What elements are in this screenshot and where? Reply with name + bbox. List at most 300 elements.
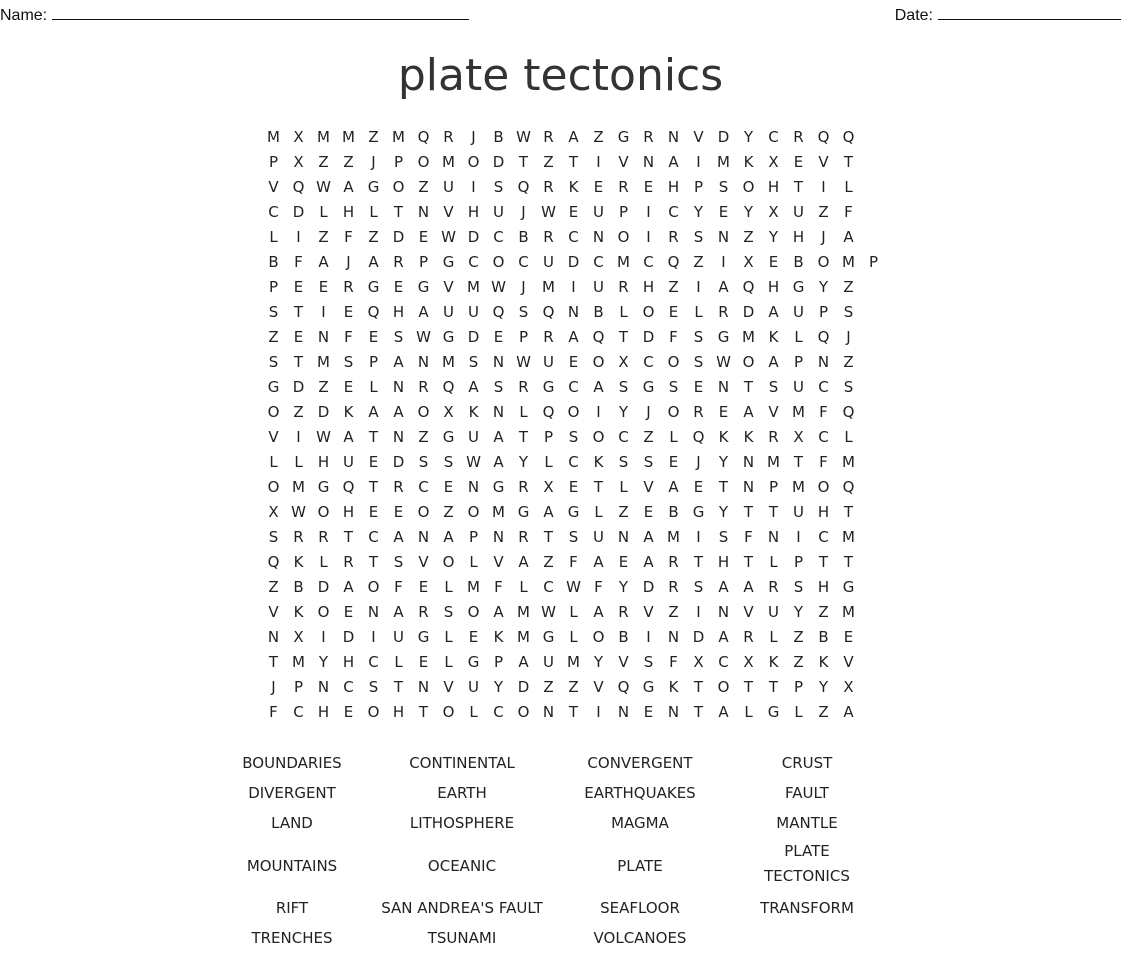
grid-letter[interactable]: C: [668, 203, 679, 221]
grid-letter[interactable]: L: [269, 453, 278, 471]
grid-letter[interactable]: A: [568, 128, 579, 146]
grid-letter[interactable]: M: [842, 603, 855, 621]
grid-letter[interactable]: L: [469, 703, 478, 721]
grid-letter[interactable]: R: [543, 328, 554, 346]
grid-letter[interactable]: R: [768, 578, 779, 596]
grid-letter[interactable]: L: [619, 478, 628, 496]
grid-letter[interactable]: C: [343, 678, 354, 696]
grid-letter[interactable]: V: [743, 603, 754, 621]
grid-letter[interactable]: T: [568, 153, 579, 171]
grid-letter[interactable]: R: [718, 303, 729, 321]
grid-letter[interactable]: G: [842, 578, 855, 596]
grid-letter[interactable]: L: [569, 628, 578, 646]
grid-letter[interactable]: K: [818, 653, 829, 671]
grid-letter[interactable]: O: [517, 703, 530, 721]
grid-letter[interactable]: I: [696, 528, 701, 546]
grid-letter[interactable]: G: [442, 428, 455, 446]
grid-letter[interactable]: Q: [292, 178, 305, 196]
grid-letter[interactable]: N: [317, 328, 330, 346]
grid-letter[interactable]: Q: [742, 278, 755, 296]
grid-letter[interactable]: O: [592, 428, 605, 446]
grid-letter[interactable]: B: [818, 628, 829, 646]
grid-letter[interactable]: G: [367, 178, 380, 196]
grid-letter[interactable]: E: [593, 178, 604, 196]
grid-letter[interactable]: M: [492, 503, 505, 521]
grid-letter[interactable]: I: [596, 403, 601, 421]
grid-letter[interactable]: H: [392, 703, 405, 721]
grid-letter[interactable]: A: [493, 453, 504, 471]
grid-letter[interactable]: E: [668, 453, 679, 471]
grid-letter[interactable]: S: [268, 303, 279, 321]
grid-letter[interactable]: O: [467, 153, 480, 171]
grid-letter[interactable]: O: [367, 578, 380, 596]
grid-letter[interactable]: U: [468, 303, 479, 321]
grid-letter[interactable]: T: [693, 703, 704, 721]
grid-letter[interactable]: L: [844, 178, 853, 196]
grid-letter[interactable]: A: [593, 553, 604, 571]
grid-letter[interactable]: V: [618, 653, 629, 671]
grid-letter[interactable]: J: [846, 328, 851, 346]
grid-letter[interactable]: K: [493, 628, 504, 646]
grid-letter[interactable]: H: [817, 503, 830, 521]
grid-letter[interactable]: L: [569, 603, 578, 621]
grid-letter[interactable]: R: [343, 553, 354, 571]
grid-letter[interactable]: R: [543, 128, 554, 146]
grid-letter[interactable]: I: [696, 153, 701, 171]
grid-letter[interactable]: D: [317, 403, 330, 421]
grid-letter[interactable]: T: [718, 478, 729, 496]
grid-letter[interactable]: D: [292, 378, 305, 396]
grid-letter[interactable]: P: [793, 553, 804, 571]
grid-letter[interactable]: E: [643, 503, 654, 521]
grid-letter[interactable]: R: [543, 178, 554, 196]
grid-letter[interactable]: E: [343, 703, 354, 721]
grid-letter[interactable]: Q: [417, 128, 430, 146]
grid-letter[interactable]: X: [843, 678, 854, 696]
grid-letter[interactable]: O: [367, 703, 380, 721]
grid-letter[interactable]: S: [443, 603, 454, 621]
grid-letter[interactable]: D: [467, 328, 480, 346]
grid-letter[interactable]: A: [843, 228, 854, 246]
grid-letter[interactable]: M: [792, 478, 805, 496]
grid-letter[interactable]: W: [441, 228, 456, 246]
grid-letter[interactable]: M: [267, 128, 280, 146]
grid-letter[interactable]: C: [568, 453, 579, 471]
grid-letter[interactable]: E: [643, 703, 654, 721]
grid-letter[interactable]: I: [371, 628, 376, 646]
grid-letter[interactable]: L: [444, 653, 453, 671]
grid-letter[interactable]: G: [642, 678, 655, 696]
grid-letter[interactable]: N: [717, 228, 730, 246]
grid-letter[interactable]: G: [542, 628, 555, 646]
grid-letter[interactable]: K: [568, 178, 579, 196]
grid-letter[interactable]: S: [643, 653, 654, 671]
grid-letter[interactable]: W: [516, 128, 531, 146]
grid-letter[interactable]: O: [642, 303, 655, 321]
grid-letter[interactable]: E: [568, 203, 579, 221]
grid-letter[interactable]: R: [418, 603, 429, 621]
grid-letter[interactable]: V: [268, 428, 279, 446]
grid-letter[interactable]: A: [393, 603, 404, 621]
grid-letter[interactable]: F: [269, 703, 278, 721]
grid-letter[interactable]: M: [767, 453, 780, 471]
grid-letter[interactable]: V: [593, 678, 604, 696]
grid-letter[interactable]: C: [593, 253, 604, 271]
grid-letter[interactable]: O: [467, 603, 480, 621]
grid-letter[interactable]: A: [443, 528, 454, 546]
grid-letter[interactable]: L: [769, 553, 778, 571]
grid-letter[interactable]: W: [316, 178, 331, 196]
grid-letter[interactable]: M: [517, 603, 530, 621]
grid-letter[interactable]: A: [393, 353, 404, 371]
grid-letter[interactable]: Z: [368, 128, 379, 146]
grid-letter[interactable]: G: [767, 703, 780, 721]
grid-letter[interactable]: K: [293, 603, 304, 621]
grid-letter[interactable]: V: [443, 278, 454, 296]
grid-letter[interactable]: U: [468, 678, 479, 696]
grid-letter[interactable]: T: [518, 153, 529, 171]
grid-letter[interactable]: Z: [343, 153, 354, 171]
grid-letter[interactable]: T: [693, 553, 704, 571]
grid-letter[interactable]: A: [393, 403, 404, 421]
grid-letter[interactable]: S: [843, 303, 854, 321]
grid-letter[interactable]: Z: [318, 228, 329, 246]
grid-letter[interactable]: M: [292, 478, 305, 496]
grid-letter[interactable]: T: [368, 478, 379, 496]
grid-letter[interactable]: U: [793, 378, 804, 396]
grid-letter[interactable]: D: [642, 328, 655, 346]
grid-letter[interactable]: N: [492, 528, 505, 546]
grid-letter[interactable]: O: [317, 603, 330, 621]
grid-letter[interactable]: S: [693, 328, 704, 346]
grid-letter[interactable]: O: [267, 403, 280, 421]
grid-letter[interactable]: E: [343, 303, 354, 321]
grid-letter[interactable]: S: [568, 428, 579, 446]
grid-letter[interactable]: M: [292, 653, 305, 671]
grid-letter[interactable]: G: [467, 653, 480, 671]
grid-letter[interactable]: M: [317, 128, 330, 146]
grid-letter[interactable]: G: [517, 503, 530, 521]
grid-letter[interactable]: S: [718, 528, 729, 546]
grid-letter[interactable]: O: [742, 353, 755, 371]
grid-letter[interactable]: P: [793, 353, 804, 371]
grid-letter[interactable]: S: [393, 328, 404, 346]
grid-letter[interactable]: R: [418, 378, 429, 396]
grid-letter[interactable]: L: [794, 703, 803, 721]
grid-letter[interactable]: A: [468, 378, 479, 396]
grid-letter[interactable]: Z: [793, 628, 804, 646]
grid-letter[interactable]: I: [696, 278, 701, 296]
grid-letter[interactable]: M: [842, 528, 855, 546]
grid-letter[interactable]: I: [571, 278, 576, 296]
grid-letter[interactable]: E: [568, 353, 579, 371]
grid-letter[interactable]: T: [293, 353, 304, 371]
grid-letter[interactable]: U: [393, 628, 404, 646]
grid-letter[interactable]: A: [718, 703, 729, 721]
grid-letter[interactable]: L: [519, 403, 528, 421]
grid-letter[interactable]: K: [593, 453, 604, 471]
grid-letter[interactable]: Z: [593, 128, 604, 146]
grid-letter[interactable]: P: [368, 353, 379, 371]
grid-letter[interactable]: T: [843, 153, 854, 171]
grid-letter[interactable]: A: [743, 578, 754, 596]
grid-letter[interactable]: S: [668, 378, 679, 396]
grid-letter[interactable]: K: [293, 553, 304, 571]
grid-letter[interactable]: N: [492, 403, 505, 421]
grid-letter[interactable]: I: [296, 428, 301, 446]
grid-letter[interactable]: D: [517, 678, 530, 696]
grid-letter[interactable]: X: [543, 478, 554, 496]
grid-letter[interactable]: U: [593, 278, 604, 296]
grid-letter[interactable]: B: [493, 128, 504, 146]
grid-letter[interactable]: Q: [542, 303, 555, 321]
grid-letter[interactable]: U: [593, 528, 604, 546]
grid-letter[interactable]: T: [843, 553, 854, 571]
grid-letter[interactable]: P: [468, 528, 479, 546]
grid-letter[interactable]: O: [317, 503, 330, 521]
grid-letter[interactable]: D: [742, 303, 755, 321]
grid-letter[interactable]: L: [294, 453, 303, 471]
grid-letter[interactable]: P: [393, 153, 404, 171]
grid-letter[interactable]: N: [742, 478, 755, 496]
grid-letter[interactable]: Y: [768, 228, 779, 246]
grid-letter[interactable]: L: [619, 303, 628, 321]
grid-letter[interactable]: S: [718, 178, 729, 196]
grid-letter[interactable]: L: [594, 503, 603, 521]
grid-letter[interactable]: F: [819, 453, 828, 471]
grid-letter[interactable]: Y: [818, 278, 829, 296]
grid-letter[interactable]: H: [667, 178, 680, 196]
grid-letter[interactable]: S: [268, 353, 279, 371]
grid-letter[interactable]: N: [542, 703, 555, 721]
grid-letter[interactable]: C: [493, 703, 504, 721]
grid-letter[interactable]: N: [767, 528, 780, 546]
grid-letter[interactable]: A: [368, 253, 379, 271]
grid-letter[interactable]: I: [721, 253, 726, 271]
grid-letter[interactable]: P: [268, 153, 279, 171]
grid-letter[interactable]: E: [718, 203, 729, 221]
grid-letter[interactable]: Q: [367, 303, 380, 321]
grid-letter[interactable]: D: [492, 153, 505, 171]
grid-letter[interactable]: R: [518, 378, 529, 396]
grid-letter[interactable]: K: [343, 403, 354, 421]
grid-letter[interactable]: K: [768, 328, 779, 346]
grid-letter[interactable]: Z: [793, 653, 804, 671]
grid-letter[interactable]: H: [342, 653, 355, 671]
grid-letter[interactable]: K: [468, 403, 479, 421]
grid-letter[interactable]: V: [493, 553, 504, 571]
grid-letter[interactable]: V: [268, 178, 279, 196]
grid-letter[interactable]: T: [368, 428, 379, 446]
grid-letter[interactable]: Z: [368, 228, 379, 246]
grid-letter[interactable]: M: [667, 528, 680, 546]
grid-letter[interactable]: F: [494, 578, 503, 596]
grid-letter[interactable]: L: [844, 428, 853, 446]
grid-letter[interactable]: P: [293, 678, 304, 696]
grid-letter[interactable]: M: [392, 128, 405, 146]
grid-letter[interactable]: T: [393, 203, 404, 221]
grid-letter[interactable]: B: [268, 253, 279, 271]
grid-letter[interactable]: P: [868, 253, 879, 271]
grid-letter[interactable]: N: [467, 478, 480, 496]
grid-letter[interactable]: N: [617, 528, 630, 546]
grid-letter[interactable]: A: [343, 578, 354, 596]
grid-letter[interactable]: A: [668, 478, 679, 496]
grid-letter[interactable]: A: [743, 403, 754, 421]
grid-letter[interactable]: T: [418, 703, 429, 721]
grid-letter[interactable]: G: [317, 478, 330, 496]
grid-letter[interactable]: P: [493, 653, 504, 671]
grid-letter[interactable]: M: [467, 578, 480, 596]
grid-letter[interactable]: M: [542, 278, 555, 296]
grid-letter[interactable]: N: [417, 353, 430, 371]
grid-letter[interactable]: S: [843, 378, 854, 396]
grid-letter[interactable]: T: [818, 553, 829, 571]
grid-letter[interactable]: X: [293, 128, 304, 146]
grid-letter[interactable]: Z: [843, 353, 854, 371]
grid-letter[interactable]: X: [743, 253, 754, 271]
grid-letter[interactable]: M: [442, 353, 455, 371]
grid-letter[interactable]: E: [693, 378, 704, 396]
grid-letter[interactable]: U: [443, 178, 454, 196]
grid-letter[interactable]: O: [417, 503, 430, 521]
grid-letter[interactable]: F: [569, 553, 578, 571]
grid-letter[interactable]: L: [319, 553, 328, 571]
grid-letter[interactable]: I: [821, 178, 826, 196]
grid-letter[interactable]: S: [693, 228, 704, 246]
grid-letter[interactable]: A: [718, 578, 729, 596]
grid-letter[interactable]: F: [394, 578, 403, 596]
grid-letter[interactable]: P: [418, 253, 429, 271]
grid-letter[interactable]: U: [443, 303, 454, 321]
grid-letter[interactable]: Y: [743, 203, 754, 221]
grid-letter[interactable]: K: [768, 653, 779, 671]
grid-letter[interactable]: S: [493, 378, 504, 396]
grid-letter[interactable]: R: [518, 528, 529, 546]
grid-letter[interactable]: I: [646, 628, 651, 646]
grid-letter[interactable]: T: [618, 328, 629, 346]
grid-letter[interactable]: I: [796, 528, 801, 546]
grid-letter[interactable]: Y: [618, 578, 629, 596]
grid-letter[interactable]: C: [493, 228, 504, 246]
grid-letter[interactable]: V: [768, 403, 779, 421]
grid-letter[interactable]: L: [769, 628, 778, 646]
grid-letter[interactable]: E: [693, 478, 704, 496]
grid-letter[interactable]: G: [417, 278, 430, 296]
grid-letter[interactable]: C: [568, 228, 579, 246]
grid-letter[interactable]: U: [543, 353, 554, 371]
grid-letter[interactable]: P: [693, 178, 704, 196]
grid-letter[interactable]: A: [418, 303, 429, 321]
grid-letter[interactable]: Q: [492, 303, 505, 321]
grid-letter[interactable]: L: [669, 428, 678, 446]
grid-letter[interactable]: B: [793, 253, 804, 271]
grid-letter[interactable]: Q: [267, 553, 280, 571]
grid-letter[interactable]: W: [716, 353, 731, 371]
grid-letter[interactable]: L: [544, 453, 553, 471]
grid-letter[interactable]: R: [343, 278, 354, 296]
grid-letter[interactable]: Z: [543, 678, 554, 696]
grid-letter[interactable]: V: [643, 478, 654, 496]
grid-letter[interactable]: O: [467, 503, 480, 521]
grid-letter[interactable]: E: [668, 303, 679, 321]
grid-letter[interactable]: A: [493, 603, 504, 621]
grid-letter[interactable]: I: [596, 153, 601, 171]
grid-letter[interactable]: S: [693, 578, 704, 596]
grid-letter[interactable]: R: [668, 553, 679, 571]
grid-letter[interactable]: E: [643, 178, 654, 196]
grid-letter[interactable]: R: [393, 478, 404, 496]
grid-letter[interactable]: H: [317, 703, 330, 721]
grid-letter[interactable]: J: [346, 253, 351, 271]
grid-letter[interactable]: A: [318, 253, 329, 271]
grid-letter[interactable]: E: [293, 328, 304, 346]
grid-letter[interactable]: T: [568, 703, 579, 721]
grid-letter[interactable]: V: [693, 128, 704, 146]
grid-letter[interactable]: O: [817, 478, 830, 496]
grid-letter[interactable]: C: [818, 428, 829, 446]
grid-letter[interactable]: O: [417, 153, 430, 171]
grid-letter[interactable]: A: [543, 503, 554, 521]
grid-letter[interactable]: C: [568, 378, 579, 396]
grid-letter[interactable]: S: [793, 578, 804, 596]
grid-letter[interactable]: I: [646, 203, 651, 221]
grid-letter[interactable]: L: [369, 378, 378, 396]
grid-letter[interactable]: M: [842, 453, 855, 471]
grid-letter[interactable]: Z: [268, 328, 279, 346]
grid-letter[interactable]: Z: [543, 553, 554, 571]
grid-letter[interactable]: R: [393, 253, 404, 271]
grid-letter[interactable]: C: [368, 528, 379, 546]
grid-letter[interactable]: A: [343, 178, 354, 196]
grid-letter[interactable]: Y: [518, 453, 529, 471]
grid-letter[interactable]: G: [692, 503, 705, 521]
grid-letter[interactable]: Y: [493, 678, 504, 696]
grid-letter[interactable]: S: [618, 453, 629, 471]
grid-letter[interactable]: Z: [268, 578, 279, 596]
grid-letter[interactable]: W: [466, 453, 481, 471]
grid-letter[interactable]: A: [668, 153, 679, 171]
grid-letter[interactable]: R: [618, 178, 629, 196]
grid-letter[interactable]: Q: [442, 378, 455, 396]
grid-letter[interactable]: S: [493, 178, 504, 196]
grid-letter[interactable]: F: [744, 528, 753, 546]
grid-letter[interactable]: Z: [743, 228, 754, 246]
grid-letter[interactable]: V: [643, 603, 654, 621]
grid-letter[interactable]: F: [344, 328, 353, 346]
grid-letter[interactable]: G: [367, 278, 380, 296]
grid-letter[interactable]: Z: [543, 153, 554, 171]
grid-letter[interactable]: Z: [693, 253, 704, 271]
grid-letter[interactable]: R: [618, 278, 629, 296]
grid-letter[interactable]: D: [692, 628, 705, 646]
grid-letter[interactable]: T: [543, 528, 554, 546]
grid-letter[interactable]: M: [717, 153, 730, 171]
grid-letter[interactable]: A: [393, 528, 404, 546]
grid-letter[interactable]: Z: [643, 428, 654, 446]
grid-letter[interactable]: I: [596, 703, 601, 721]
grid-letter[interactable]: C: [268, 203, 279, 221]
grid-letter[interactable]: T: [768, 503, 779, 521]
grid-letter[interactable]: H: [342, 503, 355, 521]
grid-letter[interactable]: A: [643, 528, 654, 546]
grid-letter[interactable]: C: [643, 353, 654, 371]
grid-letter[interactable]: U: [468, 428, 479, 446]
grid-letter[interactable]: E: [393, 503, 404, 521]
grid-letter[interactable]: V: [818, 153, 829, 171]
grid-letter[interactable]: Y: [793, 603, 804, 621]
grid-letter[interactable]: L: [269, 228, 278, 246]
